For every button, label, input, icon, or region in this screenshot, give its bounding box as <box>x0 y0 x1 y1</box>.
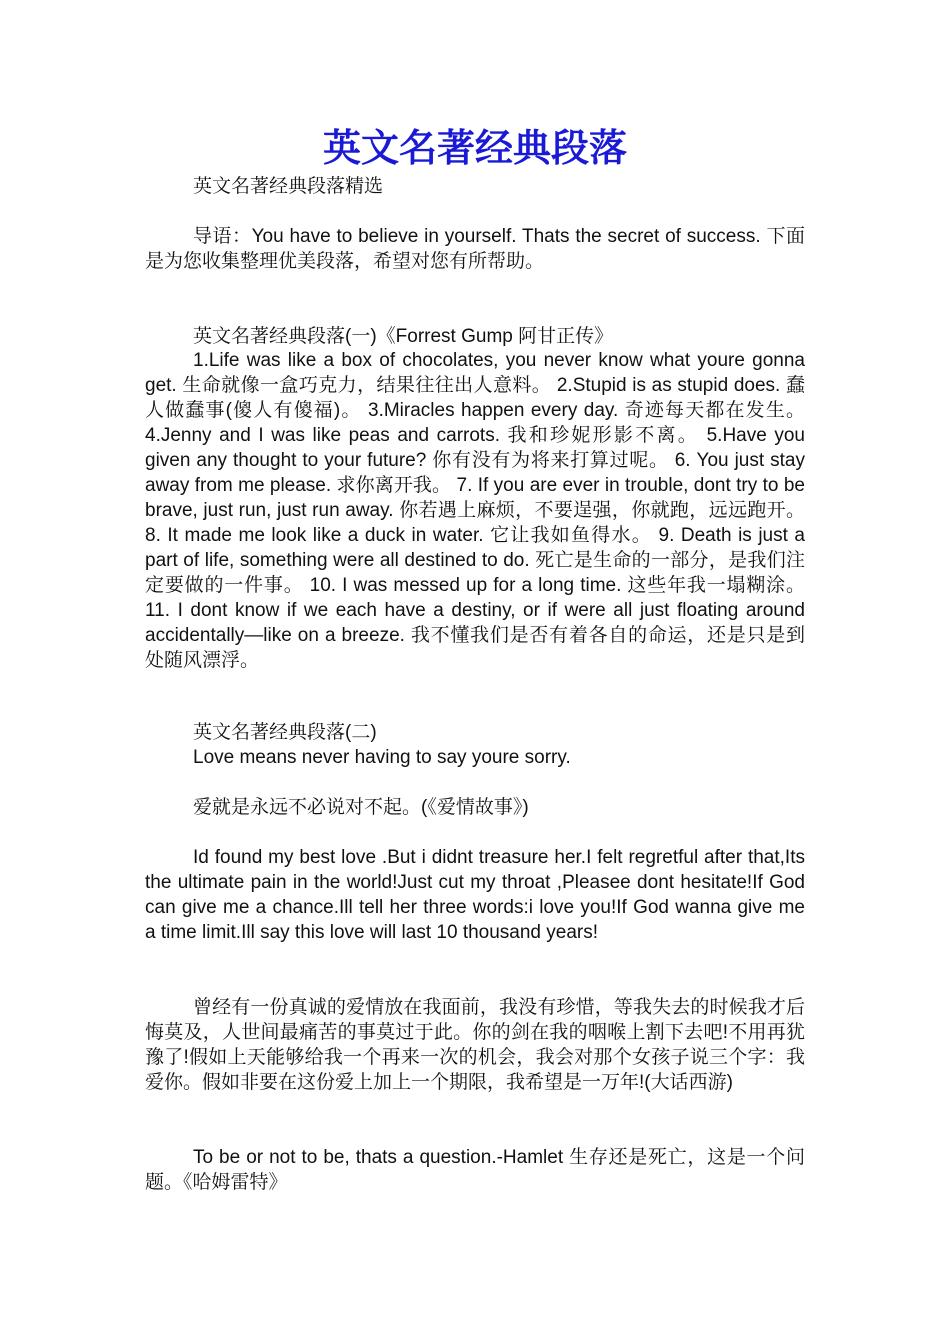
intro-paragraph <box>145 224 805 274</box>
subtitle-text: 英文名著经典段落精选 <box>193 176 384 197</box>
love-story-quote-en <box>145 745 805 770</box>
chinese-odyssey-quote-zh-text: 曾经有一份真诚的爱情放在我面前，我没有珍惜，等我失去的时候我才后悔莫及，人世间最痛苦的事莫过于此。你的剑在我的咽喉上割下去吧!不用再犹豫了!假如上天能够给我一个再来一次的机会，我会对那个女孩子说三个字：我爱你。假如非要在这份爱上加上一个期限，我希望是一万年!(大话西游) <box>145 997 805 1093</box>
section2-heading-text: 英文名著经典段落(二) <box>193 722 377 743</box>
section2-heading <box>145 720 805 745</box>
chinese-odyssey-quote-en-text: Id found my best love .But i didnt treasure her.I felt regretful after that,Its the ultimate pain in the world!Just cut my throat ,Pleasee dont hesitate!If God can give me a chance.Ill tell her three words:i love you!If God wanna give me a time limit.Ill say this love will last 10 thousand years! <box>145 847 805 943</box>
forrest-gump-quotes <box>145 348 805 673</box>
intro-text: 导语：You have to believe in yourself. Thats the secret of success. 下面是为您收集整理优美段落，希望对您有所帮助。 <box>145 226 805 272</box>
document-subtitle <box>145 174 805 199</box>
document-title: 英文名著经典段落 <box>322 125 627 170</box>
love-story-quote-zh-text: 爱就是永远不必说对不起。(《爱情故事》) <box>193 797 529 818</box>
hamlet-quote <box>145 1145 805 1195</box>
hamlet-quote-text: To be or not to be, thats a question.-Hamlet 生存还是死亡，这是一个问题。《哈姆雷特》 <box>145 1147 805 1193</box>
forrest-gump-quotes-text: 1.Life was like a box of chocolates, you never know what youre gonna get. 生命就像一盒巧克力，结果往往出人意料。 2.Stupid is as stupid does. 蠢人做蠢事(傻人有傻福)。 3.Miracles happen every day. 奇迹每天都在发生。 4.Jenny and I was like peas and carrots. 我和珍妮形影不离。 5.Have you given any thought to your future? 你有没有为将来打算过呢。 6. You just stay away from me please. 求你离开我。 7. If you are ever in trouble, dont try to be brave, just run, just run away. 你若遇上麻烦，不要逞强，你就跑，远远跑开。 8. It made me look like a duck in water. 它让我如鱼得水。 9. Death is just a part of life, something were all destined to do. 死亡是生命的一部分，是我们注定要做的一件事。 10. I was messed up for a long time. 这些年我一塌糊涂。 11. I dont know if we each have a destiny, or if were all just floating around accidentally—like on a breeze. 我不懂我们是否有着各自的命运，还是只是到处随风漂浮。 <box>145 350 805 671</box>
section1-heading-text: 英文名著经典段落(一)《Forrest Gump 阿甘正传》 <box>193 326 614 347</box>
chinese-odyssey-quote-en <box>145 845 805 945</box>
love-story-quote-zh <box>145 795 805 820</box>
love-story-quote-en-text: Love means never having to say youre sorry. <box>193 747 571 768</box>
chinese-odyssey-quote-zh <box>145 995 805 1095</box>
section1-heading <box>145 324 805 349</box>
